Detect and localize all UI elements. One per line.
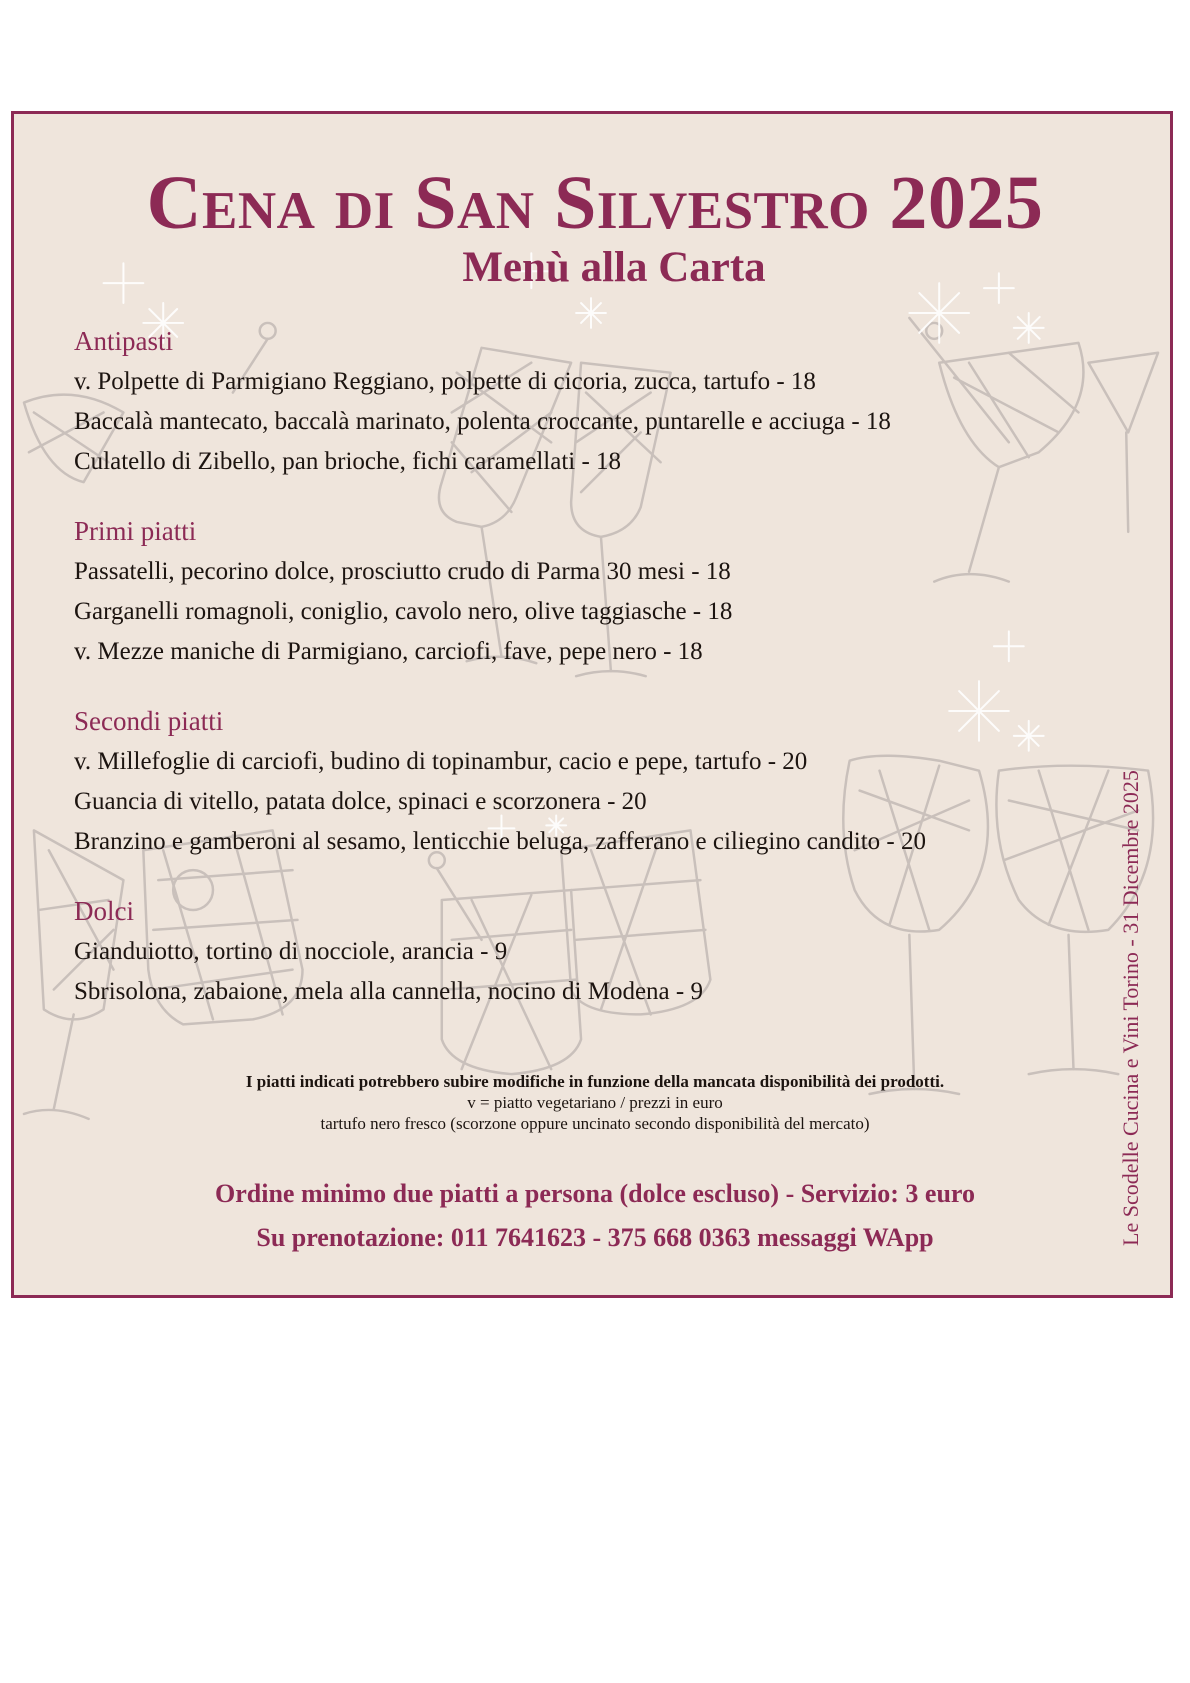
menu-item: v. Mezze maniche di Parmigiano, carciofi, fave, pepe nero - 18 <box>74 638 703 665</box>
menu-item: v. Millefoglie di carciofi, budino di topinambur, cacio e pepe, tartufo - 20 <box>74 748 808 775</box>
page-subtitle: Menù alla Carta <box>462 244 766 291</box>
menu-item: Culatello di Zibello, pan brioche, fichi caramellati - 18 <box>74 448 622 475</box>
menu-item: Passatelli, pecorino dolce, prosciutto crudo di Parma 30 mesi - 18 <box>74 558 731 585</box>
section-dolci <box>74 894 1134 1012</box>
menu-notes <box>14 1071 1173 1134</box>
availability-note: I piatti indicati potrebbero subire modifiche in funzione della mancata disponibilità dei prodotti. <box>245 1072 945 1091</box>
menu-footer <box>14 1172 1173 1260</box>
section-title: Dolci <box>74 896 134 926</box>
minimum-order-text: Ordine minimo due piatti a persona (dolce escluso) - Servizio: 3 euro <box>215 1179 975 1208</box>
menu-item: Gianduiotto, tortino di nocciole, arancia - 9 <box>74 938 508 965</box>
menu-item: Guancia di vitello, patata dolce, spinaci e scorzonera - 20 <box>74 788 647 815</box>
menu-sections <box>74 324 1134 1044</box>
legend-note: v = piatto vegetariano / prezzi in euro <box>467 1093 723 1112</box>
menu-item: Sbrisolona, zabaione, mela alla cannella, nocino di Modena - 9 <box>74 978 703 1005</box>
menu-item: Baccalà mantecato, baccalà marinato, polenta croccante, puntarelle e acciuga - 18 <box>74 408 891 435</box>
section-title: Secondi piatti <box>74 706 224 736</box>
menu-item: v. Polpette di Parmigiano Reggiano, polpette di cicoria, zucca, tartufo - 18 <box>74 368 816 395</box>
side-caption: Le Scodelle Cucina e Vini Torino - 31 Dicembre 2025 <box>1118 770 1143 1246</box>
section-title: Antipasti <box>74 326 173 356</box>
section-secondi-piatti <box>74 704 1134 862</box>
page-title: Cena di San Silvestro 2025 <box>146 161 1044 245</box>
truffle-note: tartufo nero fresco (scorzone oppure uncinato secondo disponibilità del mercato) <box>320 1114 870 1133</box>
section-title: Primi piatti <box>74 516 197 546</box>
menu-frame <box>11 111 1173 1298</box>
reservation-text: Su prenotazione: 011 7641623 - 375 668 0363 messaggi WApp <box>256 1223 934 1252</box>
section-primi-piatti <box>74 514 1134 672</box>
menu-item: Garganelli romagnoli, coniglio, cavolo nero, olive taggiasche - 18 <box>74 598 733 625</box>
section-antipasti <box>74 324 1134 482</box>
menu-item: Branzino e gamberoni al sesamo, lenticchie beluga, zafferano e ciliegino candito - 20 <box>74 828 926 855</box>
